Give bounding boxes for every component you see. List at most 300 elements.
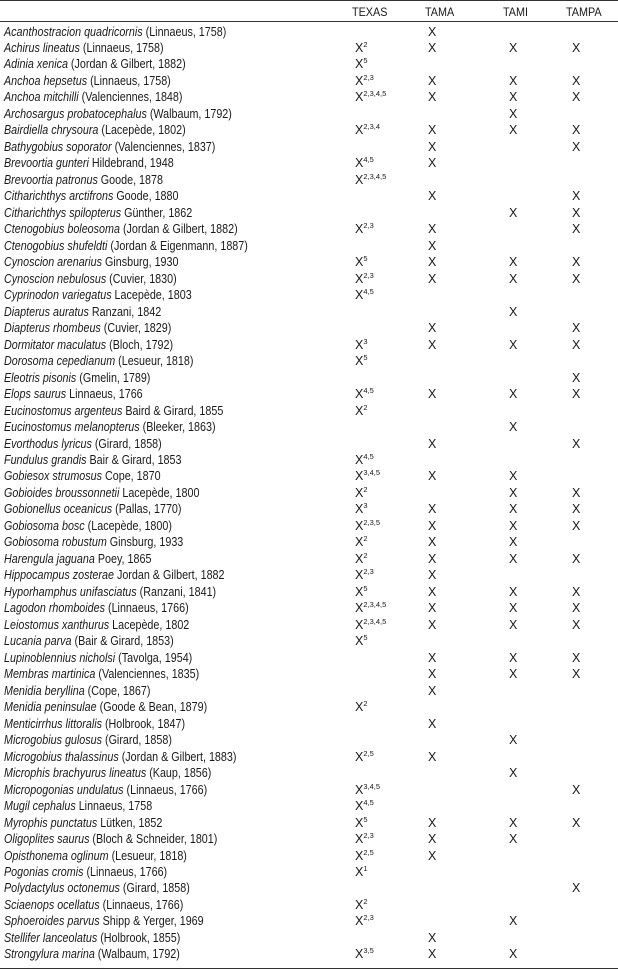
cell-texas [355, 518, 380, 534]
cell-tampa [572, 122, 580, 138]
species-name [4, 798, 152, 814]
presence-mark: X [509, 650, 518, 665]
presence-mark: X [509, 420, 518, 435]
species-name [4, 403, 223, 419]
table-row [0, 73, 618, 89]
reference-superscript: 2,3 [363, 567, 374, 577]
cell-tama [428, 666, 436, 682]
species-binomial: Menticirrhus littoralis [4, 716, 102, 731]
species-name [4, 699, 207, 715]
presence-mark: X [509, 832, 518, 847]
cell-tami [509, 122, 517, 138]
table-row [0, 930, 618, 946]
species-binomial: Menidia peninsulae [4, 700, 97, 715]
species-name [4, 320, 171, 336]
table-row [0, 946, 618, 962]
presence-mark: X [509, 733, 518, 748]
reference-superscript: 2 [363, 39, 368, 49]
table-row [0, 386, 618, 402]
cell-tampa [572, 485, 580, 501]
species-binomial: Leiostomus xanthurus [4, 617, 110, 632]
presence-mark: X [355, 617, 364, 632]
species-authority: (Valenciennes, 1848) [78, 90, 183, 105]
cell-texas [355, 617, 386, 633]
cell-texas [355, 89, 386, 105]
cell-tama [428, 254, 436, 270]
presence-mark: X [355, 57, 364, 72]
cell-texas [355, 155, 374, 171]
species-authority: (Goode & Bean, 1879) [96, 700, 208, 715]
presence-mark: X [355, 452, 364, 467]
table-header-row [0, 0, 618, 22]
species-binomial: Polydactylus octonemus [4, 881, 120, 896]
presence-mark: X [355, 864, 364, 879]
presence-mark: X [355, 749, 364, 764]
presence-mark: X [572, 189, 581, 204]
presence-mark: X [355, 354, 364, 369]
table-row [0, 551, 618, 567]
species-binomial: Hippocampus zosterae [4, 568, 114, 583]
species-authority: (Lesueur, 1818) [108, 848, 187, 863]
species-authority: Ranzani, 1842 [88, 304, 162, 319]
reference-superscript: 2,3 [363, 221, 374, 231]
species-binomial: Cynoscion arenarius [4, 255, 102, 270]
presence-mark: X [509, 123, 518, 138]
presence-mark: X [572, 601, 581, 616]
cell-texas [355, 287, 374, 303]
species-authority: Ginsburg, 1930 [101, 255, 179, 270]
cell-tampa [572, 337, 580, 353]
cell-tama [428, 238, 436, 254]
presence-mark: X [572, 815, 581, 830]
species-binomial: Citharichthys spilopterus [4, 205, 122, 220]
species-binomial: Microgobius thalassinus [4, 749, 119, 764]
presence-mark: X [572, 584, 581, 599]
species-name [4, 584, 216, 600]
table-row [0, 534, 618, 550]
cell-tama [428, 40, 436, 56]
table-row [0, 913, 618, 929]
table-row [0, 716, 618, 732]
species-authority: (Jordan & Gilbert, 1882) [67, 57, 186, 72]
cell-texas [355, 56, 368, 72]
species-name [4, 337, 173, 353]
species-name [4, 419, 216, 435]
presence-mark: X [355, 815, 364, 830]
species-name [4, 89, 182, 105]
presence-mark: X [355, 40, 364, 55]
presence-mark: X [355, 123, 364, 138]
species-authority: (Linnaeus, 1766) [83, 864, 168, 879]
species-binomial: Microgobius gulosus [4, 733, 102, 748]
species-authority: (Holbrook, 1855) [97, 930, 181, 945]
presence-mark: X [428, 832, 437, 847]
species-authority: (Valenciennes, 1837) [111, 139, 216, 154]
presence-mark: X [572, 222, 581, 237]
presence-mark: X [355, 914, 364, 929]
presence-mark: X [428, 930, 437, 945]
species-authority: (Girard, 1858) [119, 881, 190, 896]
species-name [4, 40, 164, 56]
species-binomial: Oligoplites saurus [4, 832, 90, 847]
cell-texas [355, 699, 368, 715]
cell-tama [428, 534, 436, 550]
cell-tampa [572, 666, 580, 682]
reference-superscript: 2,3,4,5 [363, 171, 387, 181]
cell-tama [428, 337, 436, 353]
presence-mark: X [428, 139, 437, 154]
species-name [4, 468, 161, 484]
cell-tami [509, 584, 517, 600]
presence-mark: X [572, 337, 581, 352]
species-name [4, 501, 181, 517]
table-row [0, 188, 618, 204]
species-binomial: Cynoscion nebulosus [4, 271, 107, 286]
reference-superscript: 4,5 [363, 287, 374, 297]
species-authority: (Girard, 1858) [91, 436, 162, 451]
cell-tama [428, 73, 436, 89]
cell-texas [355, 831, 374, 847]
cell-tampa [572, 815, 580, 831]
species-name [4, 732, 172, 748]
cell-tama [428, 188, 436, 204]
cell-tampa [572, 205, 580, 221]
species-binomial: Anchoa mitchilli [4, 90, 79, 105]
table-row [0, 205, 618, 221]
species-name [4, 666, 199, 682]
species-authority: Günther, 1862 [121, 205, 193, 220]
reference-superscript: 2,3,4,5 [363, 600, 387, 610]
species-authority: (Linnaeus, 1766) [105, 601, 189, 616]
presence-mark: X [428, 535, 437, 550]
species-binomial: Anchoa hepsetus [4, 73, 88, 88]
species-binomial: Eleotris pisonis [4, 370, 77, 385]
cell-tama [428, 749, 436, 765]
species-authority: (Tavolga, 1954) [115, 650, 193, 665]
presence-mark: X [355, 403, 364, 418]
cell-tampa [572, 617, 580, 633]
presence-mark: X [572, 617, 581, 632]
species-authority: (Jordan & Gilbert, 1883) [118, 749, 237, 764]
presence-mark: X [509, 304, 518, 319]
cell-tama [428, 320, 436, 336]
cell-texas [355, 122, 380, 138]
cell-tami [509, 666, 517, 682]
species-binomial: Diapterus auratus [4, 304, 89, 319]
table-row [0, 403, 618, 419]
presence-mark: X [355, 469, 364, 484]
species-name [4, 897, 183, 913]
species-name [4, 353, 193, 369]
cell-tama [428, 946, 436, 962]
cell-texas [355, 337, 368, 353]
species-name [4, 880, 190, 896]
presence-mark: X [428, 73, 437, 88]
reference-superscript: 3 [363, 336, 368, 346]
presence-mark: X [355, 90, 364, 105]
presence-mark: X [355, 700, 364, 715]
presence-mark: X [572, 370, 581, 385]
presence-mark: X [509, 815, 518, 830]
presence-mark: X [509, 914, 518, 929]
species-binomial: Eucinostomus argenteus [4, 403, 123, 418]
species-name [4, 370, 150, 386]
cell-texas [355, 40, 368, 56]
presence-mark: X [509, 73, 518, 88]
reference-superscript: 2,3,4 [363, 122, 381, 132]
species-name [4, 716, 185, 732]
table-row [0, 848, 618, 864]
presence-mark: X [355, 387, 364, 402]
presence-mark: X [355, 568, 364, 583]
reference-superscript: 3,4,5 [363, 781, 381, 791]
species-name [4, 221, 238, 237]
presence-mark: X [355, 337, 364, 352]
species-binomial: Bathygobius soporator [4, 139, 112, 154]
species-authority: (Linnaeus, 1766) [123, 782, 208, 797]
presence-mark: X [509, 271, 518, 286]
presence-mark: X [572, 73, 581, 88]
species-binomial: Gobiesox strumosus [4, 469, 102, 484]
table-row [0, 106, 618, 122]
table-row [0, 880, 618, 896]
table-row [0, 122, 618, 138]
cell-tama [428, 716, 436, 732]
cell-texas [355, 271, 374, 287]
presence-mark: X [509, 518, 518, 533]
species-name [4, 304, 161, 320]
species-name [4, 913, 204, 929]
presence-mark: X [509, 337, 518, 352]
table-row [0, 765, 618, 781]
cell-tama [428, 386, 436, 402]
table-row [0, 254, 618, 270]
cell-tampa [572, 584, 580, 600]
species-name [4, 122, 186, 138]
cell-tami [509, 254, 517, 270]
presence-mark: X [428, 189, 437, 204]
cell-tami [509, 534, 517, 550]
presence-mark: X [428, 601, 437, 616]
cell-tama [428, 221, 436, 237]
species-authority: Jordan & Gilbert, 1882 [113, 568, 225, 583]
species-binomial: Fundulus grandis [4, 452, 87, 467]
cell-texas [355, 749, 374, 765]
species-binomial: Opisthonema oglinum [4, 848, 109, 863]
reference-superscript: 2,5 [363, 748, 374, 758]
species-binomial: Gobioides broussonnetii [4, 485, 120, 500]
presence-mark: X [355, 271, 364, 286]
cell-tami [509, 304, 517, 320]
species-authority: Bair & Girard, 1853 [86, 452, 182, 467]
table-row [0, 798, 618, 814]
species-name [4, 436, 162, 452]
table-row [0, 139, 618, 155]
table-row [0, 699, 618, 715]
presence-mark: X [355, 799, 364, 814]
species-authority: (Girard, 1858) [101, 733, 172, 748]
species-authority: Lütken, 1852 [97, 815, 163, 830]
presence-mark: X [355, 897, 364, 912]
table-row [0, 732, 618, 748]
species-authority: Shipp & Yerger, 1969 [99, 914, 204, 929]
presence-mark: X [428, 502, 437, 517]
presence-mark: X [428, 222, 437, 237]
species-authority: (Kaup, 1856) [146, 766, 212, 781]
species-name [4, 633, 174, 649]
species-name [4, 567, 225, 583]
cell-tama [428, 89, 436, 105]
presence-mark: X [509, 255, 518, 270]
presence-mark: X [509, 617, 518, 632]
cell-tampa [572, 782, 580, 798]
species-authority: (Valenciennes, 1835) [95, 667, 200, 682]
cell-texas [355, 798, 374, 814]
presence-mark: X [428, 947, 437, 962]
cell-tami [509, 419, 517, 435]
species-name [4, 172, 163, 188]
species-binomial: Harengula jaguana [4, 551, 95, 566]
species-name [4, 749, 236, 765]
cell-tama [428, 930, 436, 946]
reference-superscript: 2,3 [363, 913, 374, 923]
cell-tama [428, 683, 436, 699]
species-binomial: Evorthodus lyricus [4, 436, 92, 451]
cell-tami [509, 732, 517, 748]
presence-mark: X [509, 502, 518, 517]
cell-texas [355, 485, 368, 501]
table-row [0, 304, 618, 320]
species-binomial: Adinia xenica [4, 57, 68, 72]
presence-mark: X [572, 139, 581, 154]
presence-mark: X [428, 321, 437, 336]
cell-tami [509, 40, 517, 56]
table-row [0, 782, 618, 798]
cell-texas [355, 534, 368, 550]
reference-superscript: 4,5 [363, 155, 374, 165]
presence-mark: X [355, 156, 364, 171]
species-name [4, 617, 189, 633]
presence-mark: X [572, 502, 581, 517]
presence-mark: X [572, 387, 581, 402]
species-authority: Lacepède, 1800 [119, 485, 200, 500]
presence-mark: X [509, 469, 518, 484]
presence-mark: X [428, 271, 437, 286]
species-binomial: Strongylura marina [4, 947, 95, 962]
header-tami: TAMI [503, 5, 529, 19]
reference-superscript: 5 [363, 56, 368, 66]
species-binomial: Diapterus rhombeus [4, 321, 101, 336]
table-row [0, 485, 618, 501]
species-binomial: Brevoortia gunteri [4, 156, 89, 171]
cell-tama [428, 122, 436, 138]
species-binomial: Achirus lineatus [4, 40, 80, 55]
presence-mark: X [355, 634, 364, 649]
species-authority: Poey, 1865 [94, 551, 152, 566]
cell-tama [428, 155, 436, 171]
cell-tampa [572, 880, 580, 896]
species-name [4, 551, 151, 567]
cell-tami [509, 765, 517, 781]
presence-mark: X [355, 551, 364, 566]
presence-mark: X [572, 205, 581, 220]
cell-texas [355, 501, 368, 517]
species-authority: Goode, 1878 [97, 172, 163, 187]
presence-mark: X [428, 40, 437, 55]
presence-mark: X [572, 782, 581, 797]
species-binomial: Menidia beryllina [4, 683, 85, 698]
presence-mark: X [428, 123, 437, 138]
species-name [4, 782, 207, 798]
table-row [0, 468, 618, 484]
species-authority: Baird & Girard, 1855 [122, 403, 224, 418]
presence-mark: X [355, 584, 364, 599]
cell-tama [428, 848, 436, 864]
species-binomial: Brevoortia patronus [4, 172, 98, 187]
presence-mark: X [355, 288, 364, 303]
species-binomial: Micropogonias undulatus [4, 782, 124, 797]
species-binomial: Lagodon rhomboides [4, 601, 106, 616]
presence-mark: X [355, 502, 364, 517]
species-binomial: Sphoeroides parvus [4, 914, 100, 929]
presence-mark: X [572, 518, 581, 533]
species-binomial: Sciaenops ocellatus [4, 897, 100, 912]
table-row [0, 567, 618, 583]
species-binomial: Elops saurus [4, 387, 67, 402]
species-name [4, 106, 232, 122]
cell-texas [355, 353, 368, 369]
table-row [0, 172, 618, 188]
presence-mark: X [509, 667, 518, 682]
species-binomial: Mugil cephalus [4, 799, 76, 814]
reference-superscript: 1 [363, 863, 368, 873]
cell-tampa [572, 650, 580, 666]
species-binomial: Ctenogobius boleosoma [4, 222, 120, 237]
species-name [4, 518, 172, 534]
cell-tama [428, 24, 436, 40]
species-name [4, 238, 248, 254]
reference-superscript: 4,5 [363, 451, 374, 461]
reference-superscript: 2,3,4,5 [363, 616, 387, 626]
species-binomial: Gobionellus oceanicus [4, 502, 113, 517]
reference-superscript: 2 [363, 484, 368, 494]
presence-mark: X [428, 551, 437, 566]
species-authority: Goode, 1880 [113, 189, 179, 204]
cell-tama [428, 518, 436, 534]
reference-superscript: 5 [363, 583, 368, 593]
presence-mark: X [572, 881, 581, 896]
presence-mark: X [428, 584, 437, 599]
cell-tami [509, 73, 517, 89]
cell-texas [355, 468, 380, 484]
species-authority: Linnaeus, 1766 [66, 387, 143, 402]
species-name [4, 650, 192, 666]
cell-tami [509, 650, 517, 666]
table-row [0, 287, 618, 303]
table-row [0, 320, 618, 336]
presence-mark: X [355, 172, 364, 187]
table-row [0, 518, 618, 534]
cell-tampa [572, 501, 580, 517]
reference-superscript: 3 [363, 501, 368, 511]
cell-tampa [572, 551, 580, 567]
presence-mark: X [509, 766, 518, 781]
cell-texas [355, 633, 368, 649]
species-authority: (Bloch, 1792) [106, 337, 174, 352]
presence-mark: X [428, 617, 437, 632]
table-row [0, 436, 618, 452]
reference-superscript: 5 [363, 254, 368, 264]
